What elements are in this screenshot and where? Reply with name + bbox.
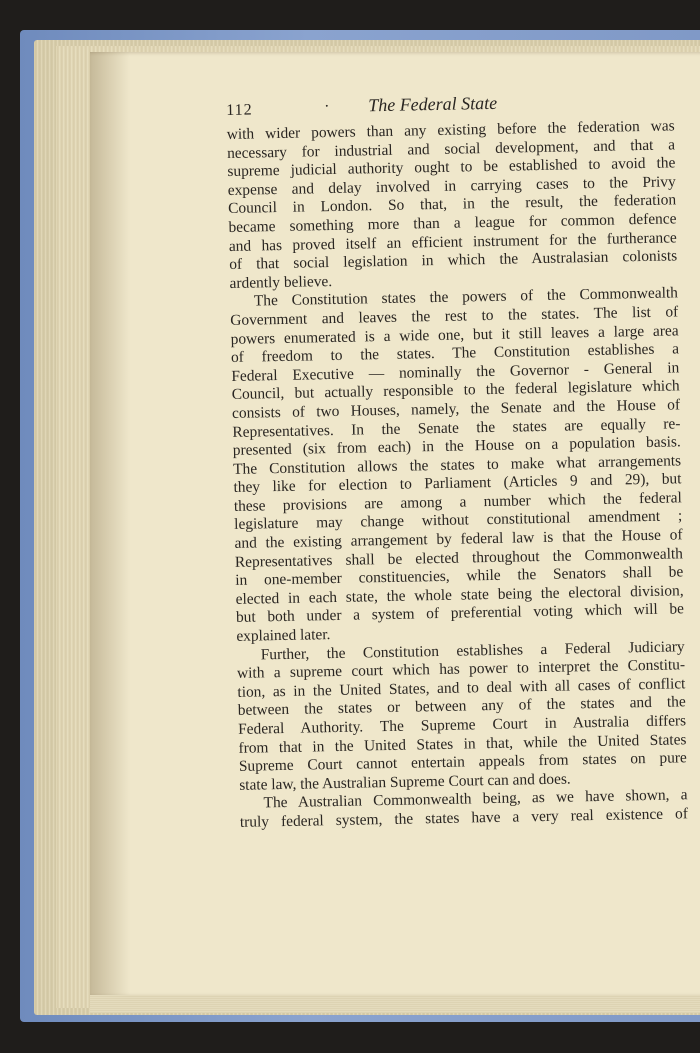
text-line: expense and delay involved in carrying cases to the Privy bbox=[227, 173, 676, 199]
text-line: necessary for industrial and social development, and that a bbox=[226, 135, 676, 162]
page-number: 112 bbox=[226, 101, 253, 119]
text-line: in one-member constituencies, while the Senators shall be bbox=[235, 563, 684, 590]
text-line: state law, the Australian Supreme Court can and does. bbox=[239, 770, 571, 794]
text-line: but both under a system of preferential voting which will be bbox=[235, 600, 685, 627]
text-line: Federal Authority. The Supreme Court in Australia differs bbox=[237, 712, 687, 738]
text-line: Government and leaves the rest to the states. The list of bbox=[230, 303, 679, 329]
text-line: they like for election to Parliament (Articles 9 and 29), but bbox=[233, 470, 682, 497]
text-line: and has proved itself an efficient instrument for the furtherance bbox=[228, 228, 677, 255]
text-line: and the existing arrangement by federal law is that the House of bbox=[234, 526, 683, 552]
text-line: Council in London. So that, in the result, the federation bbox=[228, 191, 677, 218]
text-line: presented (six from each) in the House on a population basis. bbox=[232, 433, 681, 460]
text-line: supreme judicial authority ought to be established to avoid the bbox=[227, 154, 676, 181]
body-text bbox=[227, 117, 688, 832]
text-line: The Australian Commonwealth being, as we have shown, a bbox=[263, 786, 688, 812]
text-line: between the states or between any of the states and the bbox=[237, 693, 686, 720]
text-line: Further, the Constitution establishes a Federal Judiciary bbox=[260, 637, 685, 664]
text-line: explained later. bbox=[236, 626, 331, 645]
header-dot: · bbox=[324, 98, 330, 116]
page-bottom-edges bbox=[90, 995, 700, 1013]
text-line: Representatives. In the Senate the states are equally re- bbox=[232, 414, 681, 441]
text-line: Council, but actually responsible to the federal legislature which bbox=[231, 377, 680, 404]
text-line: The Constitution allows the states to make what arrangements bbox=[233, 452, 682, 478]
text-line: legislature may change without constitutional amendment ; bbox=[234, 507, 683, 534]
running-title: The Federal State bbox=[368, 92, 498, 116]
text-line: consists of two Houses, namely, the Senate and the House of bbox=[231, 396, 681, 422]
text-line: truly federal system, the states have a very real existence of bbox=[239, 805, 689, 831]
text-line: powers enumerated is a wide one, but it still leaves a large area bbox=[230, 321, 679, 348]
text-line: ardently believe. bbox=[229, 272, 333, 292]
gutter-shadow bbox=[90, 52, 130, 997]
text-line: Supreme Court cannot entertain appeals from states on pure bbox=[238, 749, 687, 776]
text-line: with wider powers than any existing before the federation was bbox=[226, 117, 675, 143]
text-line: of that social legislation in which the Australasian colonists bbox=[229, 247, 678, 274]
page-text bbox=[226, 87, 688, 832]
text-line: Representatives shall be elected throughout the Commonwealth bbox=[234, 544, 684, 571]
text-line: tion, as in the United States, and to deal with all cases of conflict bbox=[237, 675, 686, 701]
text-line: Federal Executive — nominally the Governor - General in bbox=[231, 359, 680, 385]
text-line: with a supreme court which has power to interpret the Constitu- bbox=[236, 656, 686, 683]
text-line: The Constitution states the powers of the Commonwealth bbox=[253, 284, 679, 310]
text-line: these provisions are among a number which the federal bbox=[233, 489, 682, 515]
text-line: from that in the United States in that, while the United States bbox=[238, 730, 687, 757]
text-line: elected in each state, the whole state being the electoral division, bbox=[235, 582, 684, 608]
text-line: of freedom to the states. The Constitution establishes a bbox=[230, 340, 680, 367]
text-line: became something more than a league for common defence bbox=[228, 210, 677, 236]
